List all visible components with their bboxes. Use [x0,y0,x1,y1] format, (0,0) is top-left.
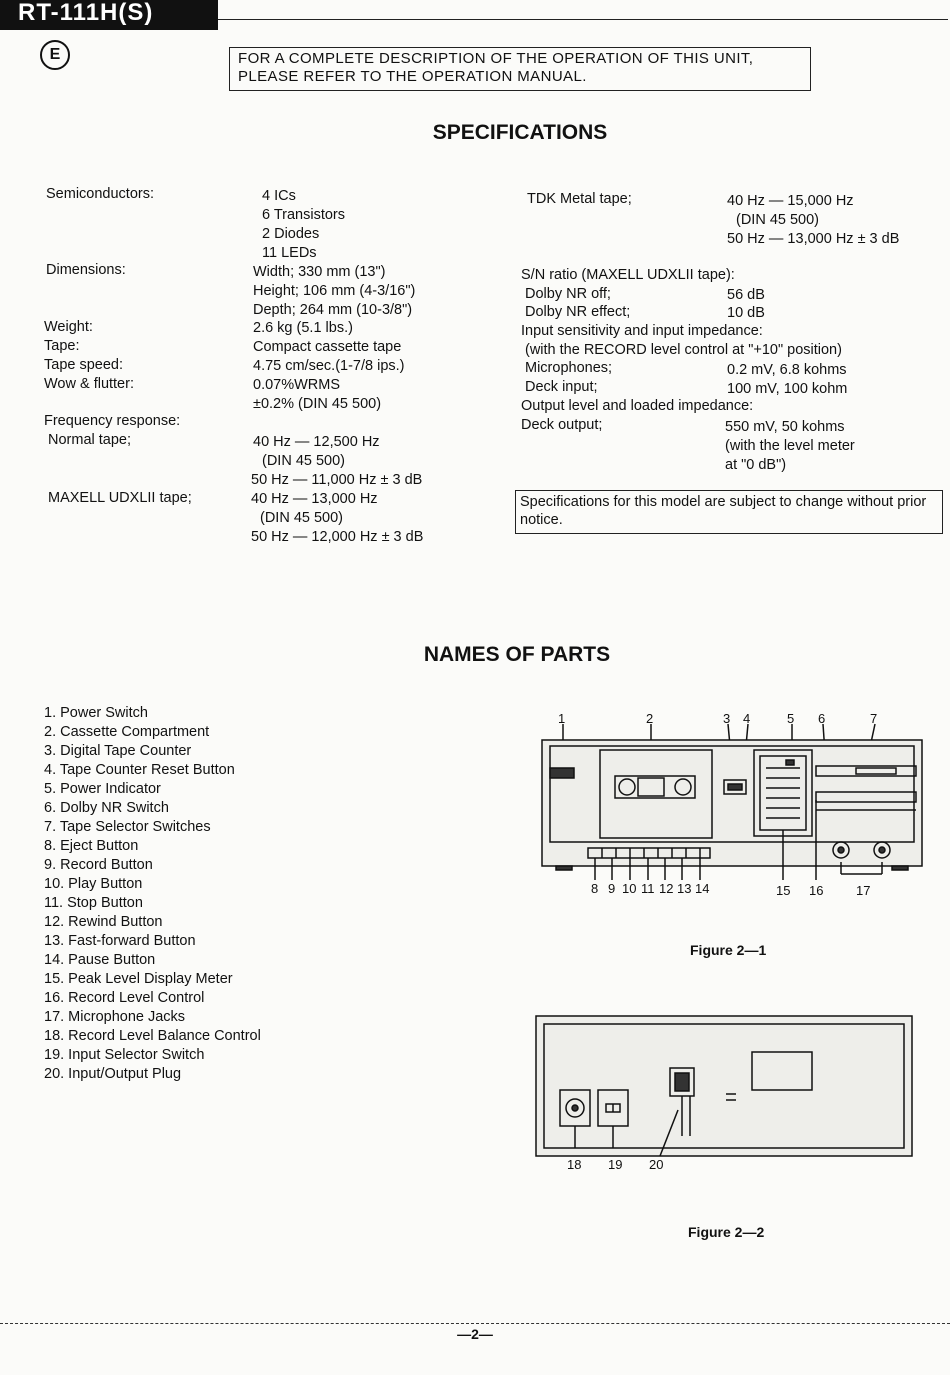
spec-label: Normal tape; [48,432,132,448]
spec-label: Tape speed: [44,357,124,373]
spec-value: Width; 330 mm (13") [253,264,386,280]
notice-line: FOR A COMPLETE DESCRIPTION OF THE OPERATION OF THIS UNIT, [238,50,754,67]
callout-number: 6 [818,711,826,726]
callout-number: 8 [591,881,599,896]
callout-number: 12 [659,881,674,896]
notice-box [229,47,811,91]
list-item: 7. Tape Selector Switches [44,819,211,835]
spec-label: Deck output; [521,417,603,433]
spec-value: 11 LEDs [262,245,317,261]
spec-value: 4.75 cm/sec.(1-7/8 ips.) [253,358,405,374]
list-item: 15. Peak Level Display Meter [44,971,233,987]
spec-label: Microphones; [525,360,613,376]
callout-number: 1 [558,711,566,726]
list-item: 19. Input Selector Switch [44,1047,205,1063]
callout-number: 17 [856,883,871,898]
spec-label: Input sensitivity and input impedance: [521,323,763,339]
list-item: 17. Microphone Jacks [44,1009,186,1025]
spec-value: ±0.2% (DIN 45 500) [253,396,382,412]
callout-number: 3 [723,711,731,726]
list-item: 18. Record Level Balance Control [44,1028,261,1044]
callout-number: 14 [695,881,710,896]
list-item: 14. Pause Button [44,952,156,968]
spec-value: 2.6 kg (5.1 lbs.) [253,320,353,336]
spec-value: Depth; 264 mm (10-3/8") [253,302,413,318]
list-item: 16. Record Level Control [44,990,205,1006]
spec-label: MAXELL UDXLII tape; [48,490,192,506]
spec-value: 40 Hz — 13,000 Hz [251,491,378,507]
list-item: 4. Tape Counter Reset Button [44,762,235,778]
list-item: 5. Power Indicator [44,781,161,797]
callout-number: 10 [622,881,637,896]
spec-value: 0.2 mV, 6.8 kohms [727,362,847,378]
footer-rule [0,1323,950,1324]
spec-label: TDK Metal tape; [527,191,632,207]
callout-number: 4 [743,711,751,726]
list-item: 8. Eject Button [44,838,139,854]
spec-value: 100 mV, 100 kohm [727,381,848,397]
callout-number: 7 [870,711,878,726]
spec-value: Compact cassette tape [253,339,402,355]
callout-number: 5 [787,711,795,726]
list-item: 6. Dolby NR Switch [44,800,169,816]
parts-list [44,704,261,1084]
spec-value: 10 dB [727,305,765,321]
spec-value: 40 Hz — 12,500 Hz [253,434,380,450]
figure-caption: Figure 2—1 [690,942,767,958]
callout-number: 15 [776,883,791,898]
page-number: —2— [457,1326,493,1342]
callout-number: 2 [646,711,654,726]
spec-value: 50 Hz — 12,000 Hz ± 3 dB [251,529,424,545]
spec-label: S/N ratio (MAXELL UDXLII tape): [521,267,735,283]
spec-label: Tape: [44,338,80,354]
spec-value: (DIN 45 500) [262,453,346,469]
callout-number: 11 [641,881,655,896]
spec-value: at "0 dB") [725,457,787,473]
model-label: RT-111H(S) [0,0,218,30]
spec-value: 50 Hz — 13,000 Hz ± 3 dB [727,231,900,247]
list-item: 20. Input/Output Plug [44,1066,182,1082]
list-item: 3. Digital Tape Counter [44,743,192,759]
callout-number: 13 [677,881,692,896]
spec-label: Dolby NR effect; [525,304,631,320]
spec-value: 40 Hz — 15,000 Hz [727,193,854,209]
spec-value: Height; 106 mm (4-3/16") [253,283,416,299]
list-item: 13. Fast-forward Button [44,933,196,949]
specifications-title: SPECIFICATIONS [432,121,608,144]
names-of-parts-title: NAMES OF PARTS [423,643,611,666]
spec-notice-box: Specifications for this model are subject to change without prior notice. [515,490,943,534]
spec-value: 50 Hz — 11,000 Hz ± 3 dB [251,472,423,488]
callout-number: 16 [809,883,824,898]
header-rule [218,19,948,20]
spec-value: (with the level meter [725,438,855,454]
rear-panel-figure [530,1010,920,1160]
spec-label: Weight: [44,319,93,335]
spec-label: (with the RECORD level control at "+10" position) [525,342,842,358]
language-mark: E [40,40,70,70]
callout-number: 18 [567,1157,582,1172]
notice-line: PLEASE REFER TO THE OPERATION MANUAL. [238,68,587,85]
callout-number: 20 [649,1157,664,1172]
spec-label: Dolby NR off; [525,286,611,302]
spec-value: 550 mV, 50 kohms [725,419,845,435]
list-item: 10. Play Button [44,876,143,892]
spec-value: 2 Diodes [262,226,320,242]
spec-value: (DIN 45 500) [260,510,344,526]
front-panel-figure [530,710,930,900]
spec-label: Output level and loaded impedance: [521,398,754,414]
callout-number: 19 [608,1157,623,1172]
list-item: 1. Power Switch [44,705,148,721]
list-item: 11. Stop Button [44,895,143,911]
spec-value: 0.07%WRMS [253,377,341,393]
list-item: 2. Cassette Compartment [44,724,210,740]
spec-label: Deck input; [525,379,598,395]
figure-caption: Figure 2—2 [688,1224,765,1240]
spec-value: (DIN 45 500) [736,212,820,228]
spec-label: Dimensions: [46,262,126,278]
list-item: 12. Rewind Button [44,914,163,930]
spec-label: Semiconductors: [46,186,154,202]
spec-value: 56 dB [727,287,765,303]
spec-value: 4 ICs [262,188,296,204]
list-item: 9. Record Button [44,857,153,873]
callout-number: 9 [608,881,616,896]
spec-label: Wow & flutter: [44,376,134,392]
spec-label: Frequency response: [44,413,181,429]
spec-value: 6 Transistors [262,207,345,223]
